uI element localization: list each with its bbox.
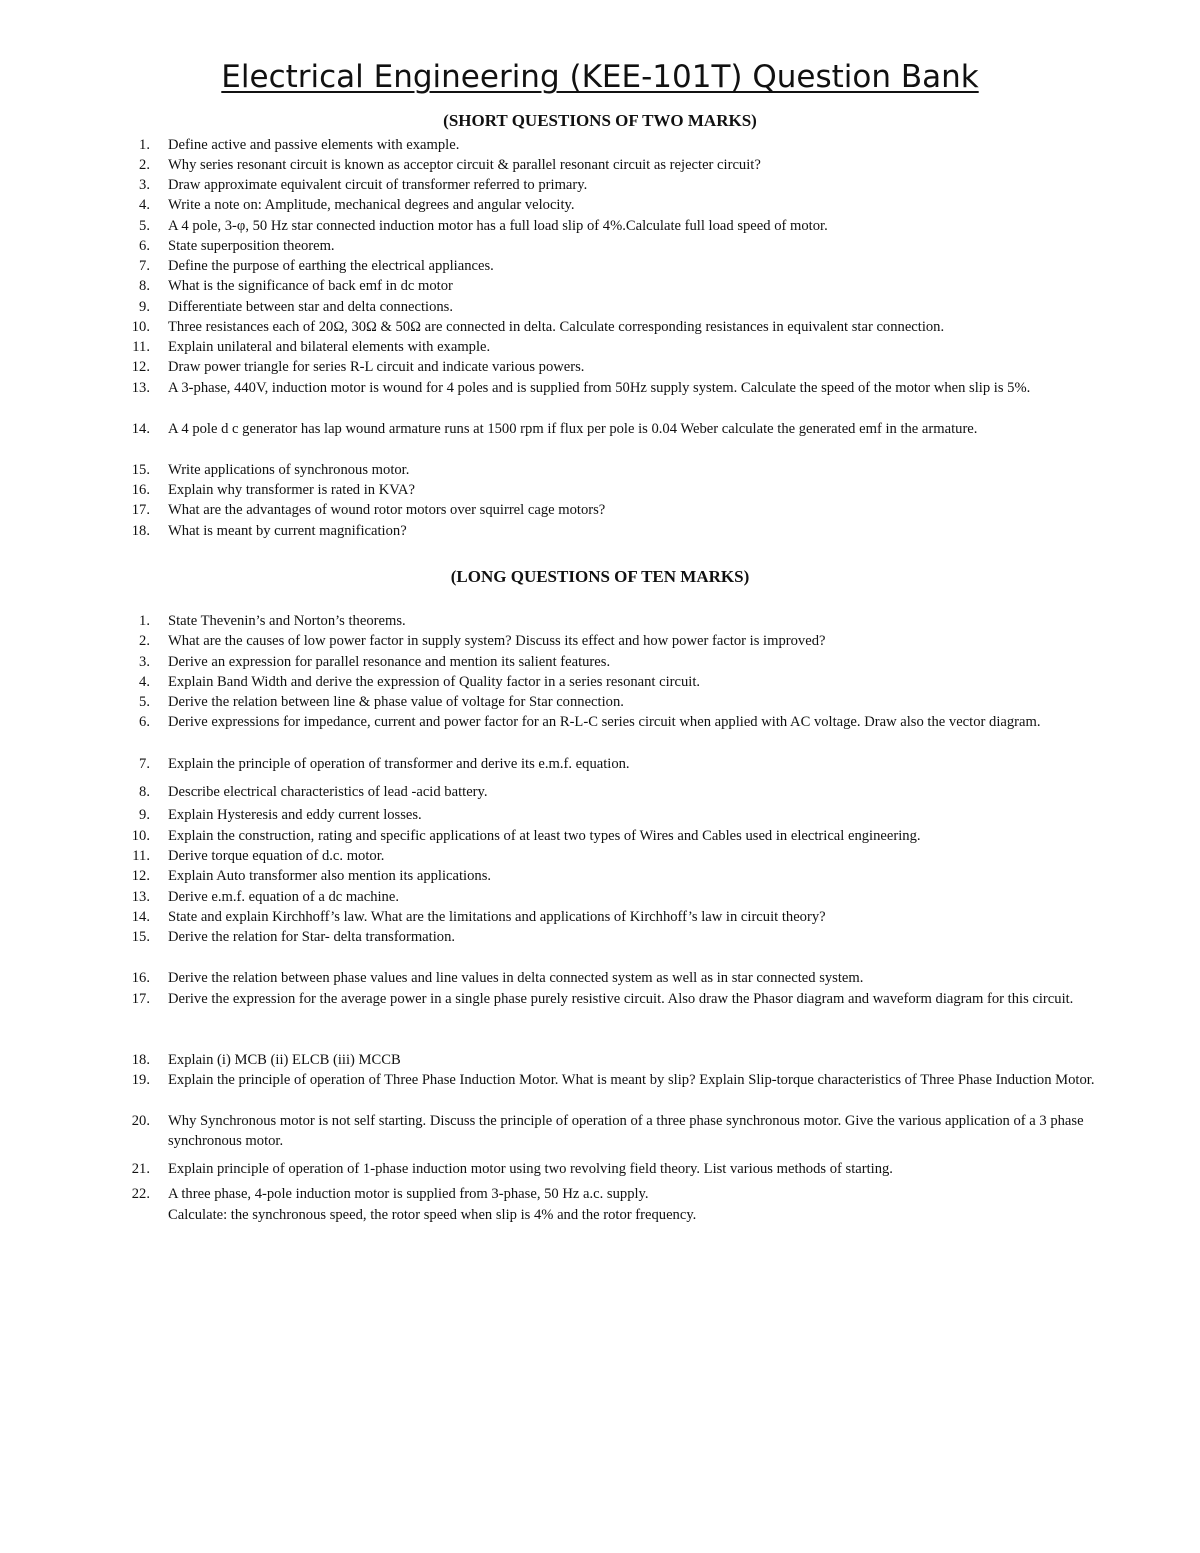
question-number: 13. xyxy=(131,380,150,396)
question-number: 6. xyxy=(139,238,150,254)
question-number: 2. xyxy=(139,157,150,173)
question-number: 3. xyxy=(139,177,150,193)
question-number: 4. xyxy=(139,197,150,213)
question-text: Derive e.m.f. equation of a dc machine. xyxy=(168,889,399,905)
question-text: What are the advantages of wound rotor motors over squirrel cage motors? xyxy=(168,502,606,518)
question-number: 16. xyxy=(131,970,150,986)
question-number: 8. xyxy=(139,784,150,800)
question-text: What is meant by current magnification? xyxy=(168,523,407,539)
question-text: Derive torque equation of d.c. motor. xyxy=(168,848,385,864)
question-number: 7. xyxy=(139,258,150,274)
question-text: Derive the relation between phase values and line values in delta connected system as well as in star connected system. xyxy=(168,970,864,986)
question-text: Explain why transformer is rated in KVA? xyxy=(168,482,415,498)
question-text: Define active and passive elements with example. xyxy=(168,137,460,153)
question-text: A 4 pole d c generator has lap wound armature runs at 1500 rpm if flux per pole is 0.04 Weber calculate the generated emf in the armature. xyxy=(168,421,978,437)
question-number: 8. xyxy=(139,278,150,294)
question-number: 9. xyxy=(139,299,150,315)
question-number: 12. xyxy=(131,359,150,375)
question-number: 9. xyxy=(139,807,150,823)
question-text: State superposition theorem. xyxy=(168,238,335,254)
question-number: 17. xyxy=(131,991,150,1007)
question-text: Derive expressions for impedance, current and power factor for an R-L-C series circuit when applied with AC voltage. Draw also the vector diagram. xyxy=(168,714,1041,730)
question-text: Explain unilateral and bilateral elements with example. xyxy=(168,339,491,355)
question-number: 11. xyxy=(132,339,150,355)
question-text: What is the significance of back emf in dc motor xyxy=(168,278,453,294)
question-number: 13. xyxy=(131,889,150,905)
question-text: Calculate: the synchronous speed, the rotor speed when slip is 4% and the rotor frequency. xyxy=(168,1207,697,1223)
question-number: 2. xyxy=(139,633,150,649)
short-questions-heading: (SHORT QUESTIONS OF TWO MARKS) xyxy=(443,111,757,130)
question-text: Why series resonant circuit is known as acceptor circuit & parallel resonant circuit as rejecter circuit? xyxy=(168,157,761,173)
question-number: 17. xyxy=(131,502,150,518)
question-number: 7. xyxy=(139,756,150,772)
question-number: 16. xyxy=(131,482,150,498)
long-questions-heading: (LONG QUESTIONS OF TEN MARKS) xyxy=(450,567,750,586)
question-text: Draw approximate equivalent circuit of transformer referred to primary. xyxy=(168,177,588,193)
question-text: Explain (i) MCB (ii) ELCB (iii) MCCB xyxy=(168,1052,401,1068)
question-text: Differentiate between star and delta connections. xyxy=(168,299,453,315)
question-text: A 4 pole, 3-φ, 50 Hz star connected induction motor has a full load slip of 4%.Calculate full load speed of motor. xyxy=(168,218,828,234)
question-number: 19. xyxy=(131,1072,150,1088)
question-text: Explain the construction, rating and specific applications of at least two types of Wires and Cables used in electrical engineering. xyxy=(168,828,921,844)
question-text: Explain principle of operation of 1-phase induction motor using two revolving field theory. List various methods of starting. xyxy=(168,1161,893,1177)
question-text: Write a note on: Amplitude, mechanical degrees and angular velocity. xyxy=(168,197,575,213)
question-text: State Thevenin’s and Norton’s theorems. xyxy=(168,613,406,629)
question-text: Write applications of synchronous motor. xyxy=(168,462,410,478)
question-text: Define the purpose of earthing the electrical appliances. xyxy=(168,258,494,274)
question-text: A 3-phase, 440V, induction motor is wound for 4 poles and is supplied from 50Hz supply system. Calculate the speed of the motor when slip is 5%. xyxy=(168,380,1031,396)
question-number: 4. xyxy=(139,674,150,690)
question-number: 21. xyxy=(131,1161,150,1177)
question-number: 18. xyxy=(131,1052,150,1068)
question-number: 20. xyxy=(131,1113,150,1129)
question-number: 6. xyxy=(139,714,150,730)
question-number: 12. xyxy=(131,868,150,884)
question-number: 11. xyxy=(132,848,150,864)
question-number: 18. xyxy=(131,523,150,539)
page-title: Electrical Engineering (KEE-101T) Question Bank xyxy=(221,59,979,95)
question-text: Derive an expression for parallel resonance and mention its salient features. xyxy=(168,654,611,670)
question-number: 1. xyxy=(139,613,150,629)
question-number: 14. xyxy=(131,909,150,925)
question-text: Explain Hysteresis and eddy current losses. xyxy=(168,807,422,823)
question-text: Derive the expression for the average power in a single phase purely resistive circuit. Also draw the Phasor diagram and waveform diagram for this circuit. xyxy=(168,991,1074,1007)
question-text: Draw power triangle for series R-L circuit and indicate various powers. xyxy=(168,359,585,375)
question-number: 15. xyxy=(131,929,150,945)
question-number: 10. xyxy=(131,828,150,844)
question-number: 10. xyxy=(131,319,150,335)
question-number: 1. xyxy=(139,137,150,153)
question-number: 22. xyxy=(131,1186,150,1202)
question-text: What are the causes of low power factor in supply system? Discuss its effect and how power factor is improved? xyxy=(168,633,826,649)
question-text: Explain the principle of operation of Three Phase Induction Motor. What is meant by slip? Explain Slip-torque characteristics of Three Phase Induction Motor. xyxy=(168,1072,1095,1088)
question-number: 14. xyxy=(131,421,150,437)
question-number: 15. xyxy=(131,462,150,478)
question-text: Derive the relation between line & phase value of voltage for Star connection. xyxy=(168,694,624,710)
question-text: Explain Auto transformer also mention its applications. xyxy=(168,868,492,884)
question-text: A three phase, 4-pole induction motor is supplied from 3-phase, 50 Hz a.c. supply. xyxy=(168,1186,649,1202)
question-text: Derive the relation for Star- delta transformation. xyxy=(168,929,456,945)
question-text: Three resistances each of 20Ω, 30Ω & 50Ω are connected in delta. Calculate corresponding resistances in equivalent star connection. xyxy=(168,319,945,335)
question-text: Describe electrical characteristics of lead -acid battery. xyxy=(168,784,488,800)
question-text: State and explain Kirchhoff’s law. What are the limitations and applications of Kirchhoff’s law in circuit theory? xyxy=(168,909,826,925)
question-text: Explain the principle of operation of transformer and derive its e.m.f. equation. xyxy=(168,756,630,772)
question-number: 5. xyxy=(139,694,150,710)
question-number: 5. xyxy=(139,218,150,234)
question-number: 3. xyxy=(139,654,150,670)
question-text: Why Synchronous motor is not self starting. Discuss the principle of operation of a three phase synchronous motor. Give the various application of a 3 phase synchronous motor. xyxy=(168,1113,1084,1150)
question-text: Explain Band Width and derive the expression of Quality factor in a series resonant circuit. xyxy=(168,674,701,690)
